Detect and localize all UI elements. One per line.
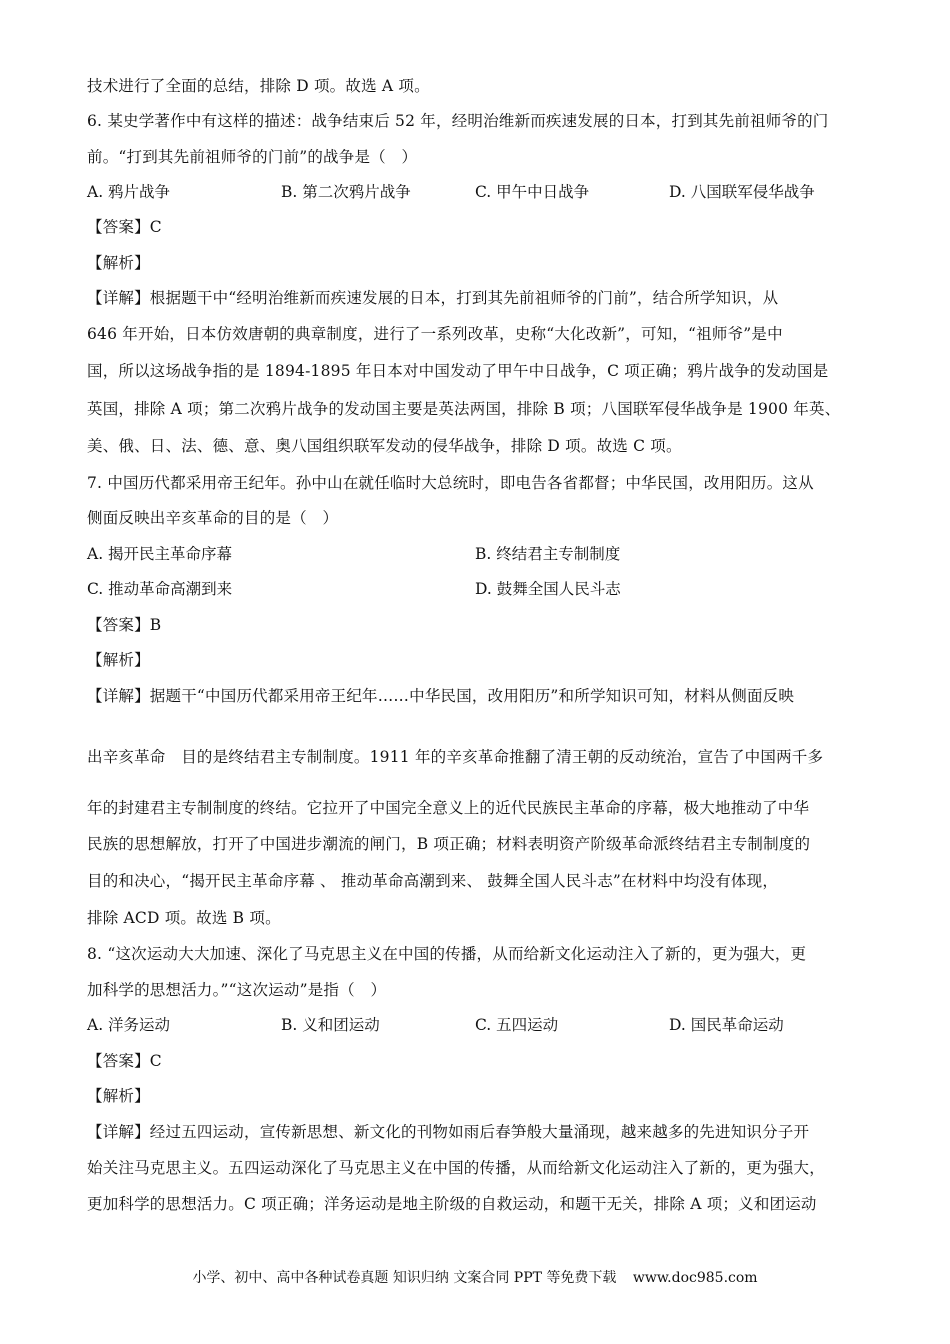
text-line: 技术进行了全面的总结，排除 D 项。故选 A 项。 — [87, 77, 430, 95]
footer-link[interactable]: www.doc985.com — [632, 1270, 758, 1286]
question-6-stem-cont: 前。“打到其先前祖师爷的门前”的战争是（ ） — [87, 148, 418, 166]
q6-option-b: B. 第二次鸦片战争 — [281, 183, 411, 201]
q6-detail-line: 美、俄、日、法、德、意、奥八国组织联军发动的侵华战争，排除 D 项。故选 C 项。 — [87, 437, 682, 455]
q7-option-b: B. 终结君主专制制度 — [475, 545, 621, 563]
q7-detail-line: 【详解】据题干“中国历代都采用帝王纪年……中华民国，改用阳历”和所学知识可知，材料从侧面反映 — [87, 687, 795, 705]
q6-detail-line: 646 年开始，日本仿效唐朝的典章制度，进行了一系列改革，史称“大化改新”，可知，“祖师爷”是中 — [87, 325, 783, 343]
question-7-stem-cont: 侧面反映出辛亥革命的目的是（ ） — [87, 509, 339, 527]
q7-detail-line: 出辛亥革命 目的是终结君主专制制度。1911 年的辛亥革命推翻了清王朝的反动统治，宣告了中国两千多 — [87, 748, 824, 766]
question-7-stem: 7. 中国历代都采用帝王纪年。孙中山在就任临时大总统时，即电告各省都督；中华民国，改用阳历。这从 — [87, 474, 814, 492]
q7-detail-line: 民族的思想解放，打开了中国进步潮流的闸门，B 项正确；材料表明资产阶级革命派终结君主专制制度的 — [87, 835, 811, 853]
q7-analysis-label: 【解析】 — [87, 651, 150, 669]
q6-detail-line: 国，所以这场战争指的是 1894-1895 年日本对中国发动了甲午中日战争，C 项正确；鸦片战争的发动国是 — [87, 362, 829, 380]
q7-answer: 【答案】B — [87, 616, 162, 634]
q8-option-a: A. 洋务运动 — [87, 1016, 171, 1034]
q8-detail-line: 始关注马克思主义。五四运动深化了马克思主义在中国的传播，从而给新文化运动注入了新的，更为强大， — [87, 1159, 825, 1177]
q7-detail-line: 年的封建君主专制制度的终结。它拉开了中国完全意义上的近代民族民主革命的序幕，极大地推动了中华 — [87, 799, 810, 817]
q7-option-c: C. 推动革命高潮到来 — [87, 580, 233, 598]
q6-detail-line: 英国，排除 A 项；第二次鸦片战争的发动国主要是英法两国，排除 B 项；八国联军侵华战争是 1900 年英、 — [87, 400, 841, 418]
question-8-stem-cont: 加科学的思想活力。”“这次运动”是指（ ） — [87, 981, 387, 999]
page-footer — [0, 1268, 950, 1288]
q6-option-c: C. 甲午中日战争 — [475, 183, 590, 201]
q6-analysis-label: 【解析】 — [87, 254, 150, 272]
q8-option-d: D. 国民革命运动 — [669, 1016, 784, 1034]
q8-detail-line: 更加科学的思想活力。C 项正确；洋务运动是地主阶级的自救运动，和题干无关，排除 A 项；义和团运动 — [87, 1195, 817, 1213]
q8-option-c: C. 五四运动 — [475, 1016, 559, 1034]
question-8-stem: 8. “这次运动大大加速、深化了马克思主义在中国的传播，从而给新文化运动注入了新的，更为强大，更 — [87, 945, 807, 963]
q6-option-d: D. 八国联军侵华战争 — [669, 183, 815, 201]
q8-answer: 【答案】C — [87, 1052, 162, 1070]
q7-option-a: A. 揭开民主革命序幕 — [87, 545, 233, 563]
q7-detail-line: 排除 ACD 项。故选 B 项。 — [87, 909, 281, 927]
footer-text: 小学、初中、高中各种试卷真题 知识归纳 文案合同 PPT 等免费下载 — [192, 1270, 617, 1286]
question-6-stem: 6. 某史学著作中有这样的描述：战争结束后 52 年，经明治维新而疾速发展的日本，打到其先前祖师爷的门 — [87, 112, 829, 130]
q7-detail-line: 目的和决心，“揭开民主革命序幕 、 推动革命高潮到来、 鼓舞全国人民斗志”在材料中均没有体现， — [87, 872, 779, 890]
q6-option-a: A. 鸦片战争 — [87, 183, 171, 201]
q6-answer: 【答案】C — [87, 218, 162, 236]
q8-option-b: B. 义和团运动 — [281, 1016, 380, 1034]
q6-detail-line: 【详解】根据题干中“经明治维新而疾速发展的日本，打到其先前祖师爷的门前”，结合所学知识，从 — [87, 289, 779, 307]
q7-option-d: D. 鼓舞全国人民斗志 — [475, 580, 621, 598]
q8-detail-line: 【详解】经过五四运动，宣传新思想、新文化的刊物如雨后春笋般大量涌现，越来越多的先进知识分子开 — [87, 1123, 810, 1141]
q8-analysis-label: 【解析】 — [87, 1087, 150, 1105]
